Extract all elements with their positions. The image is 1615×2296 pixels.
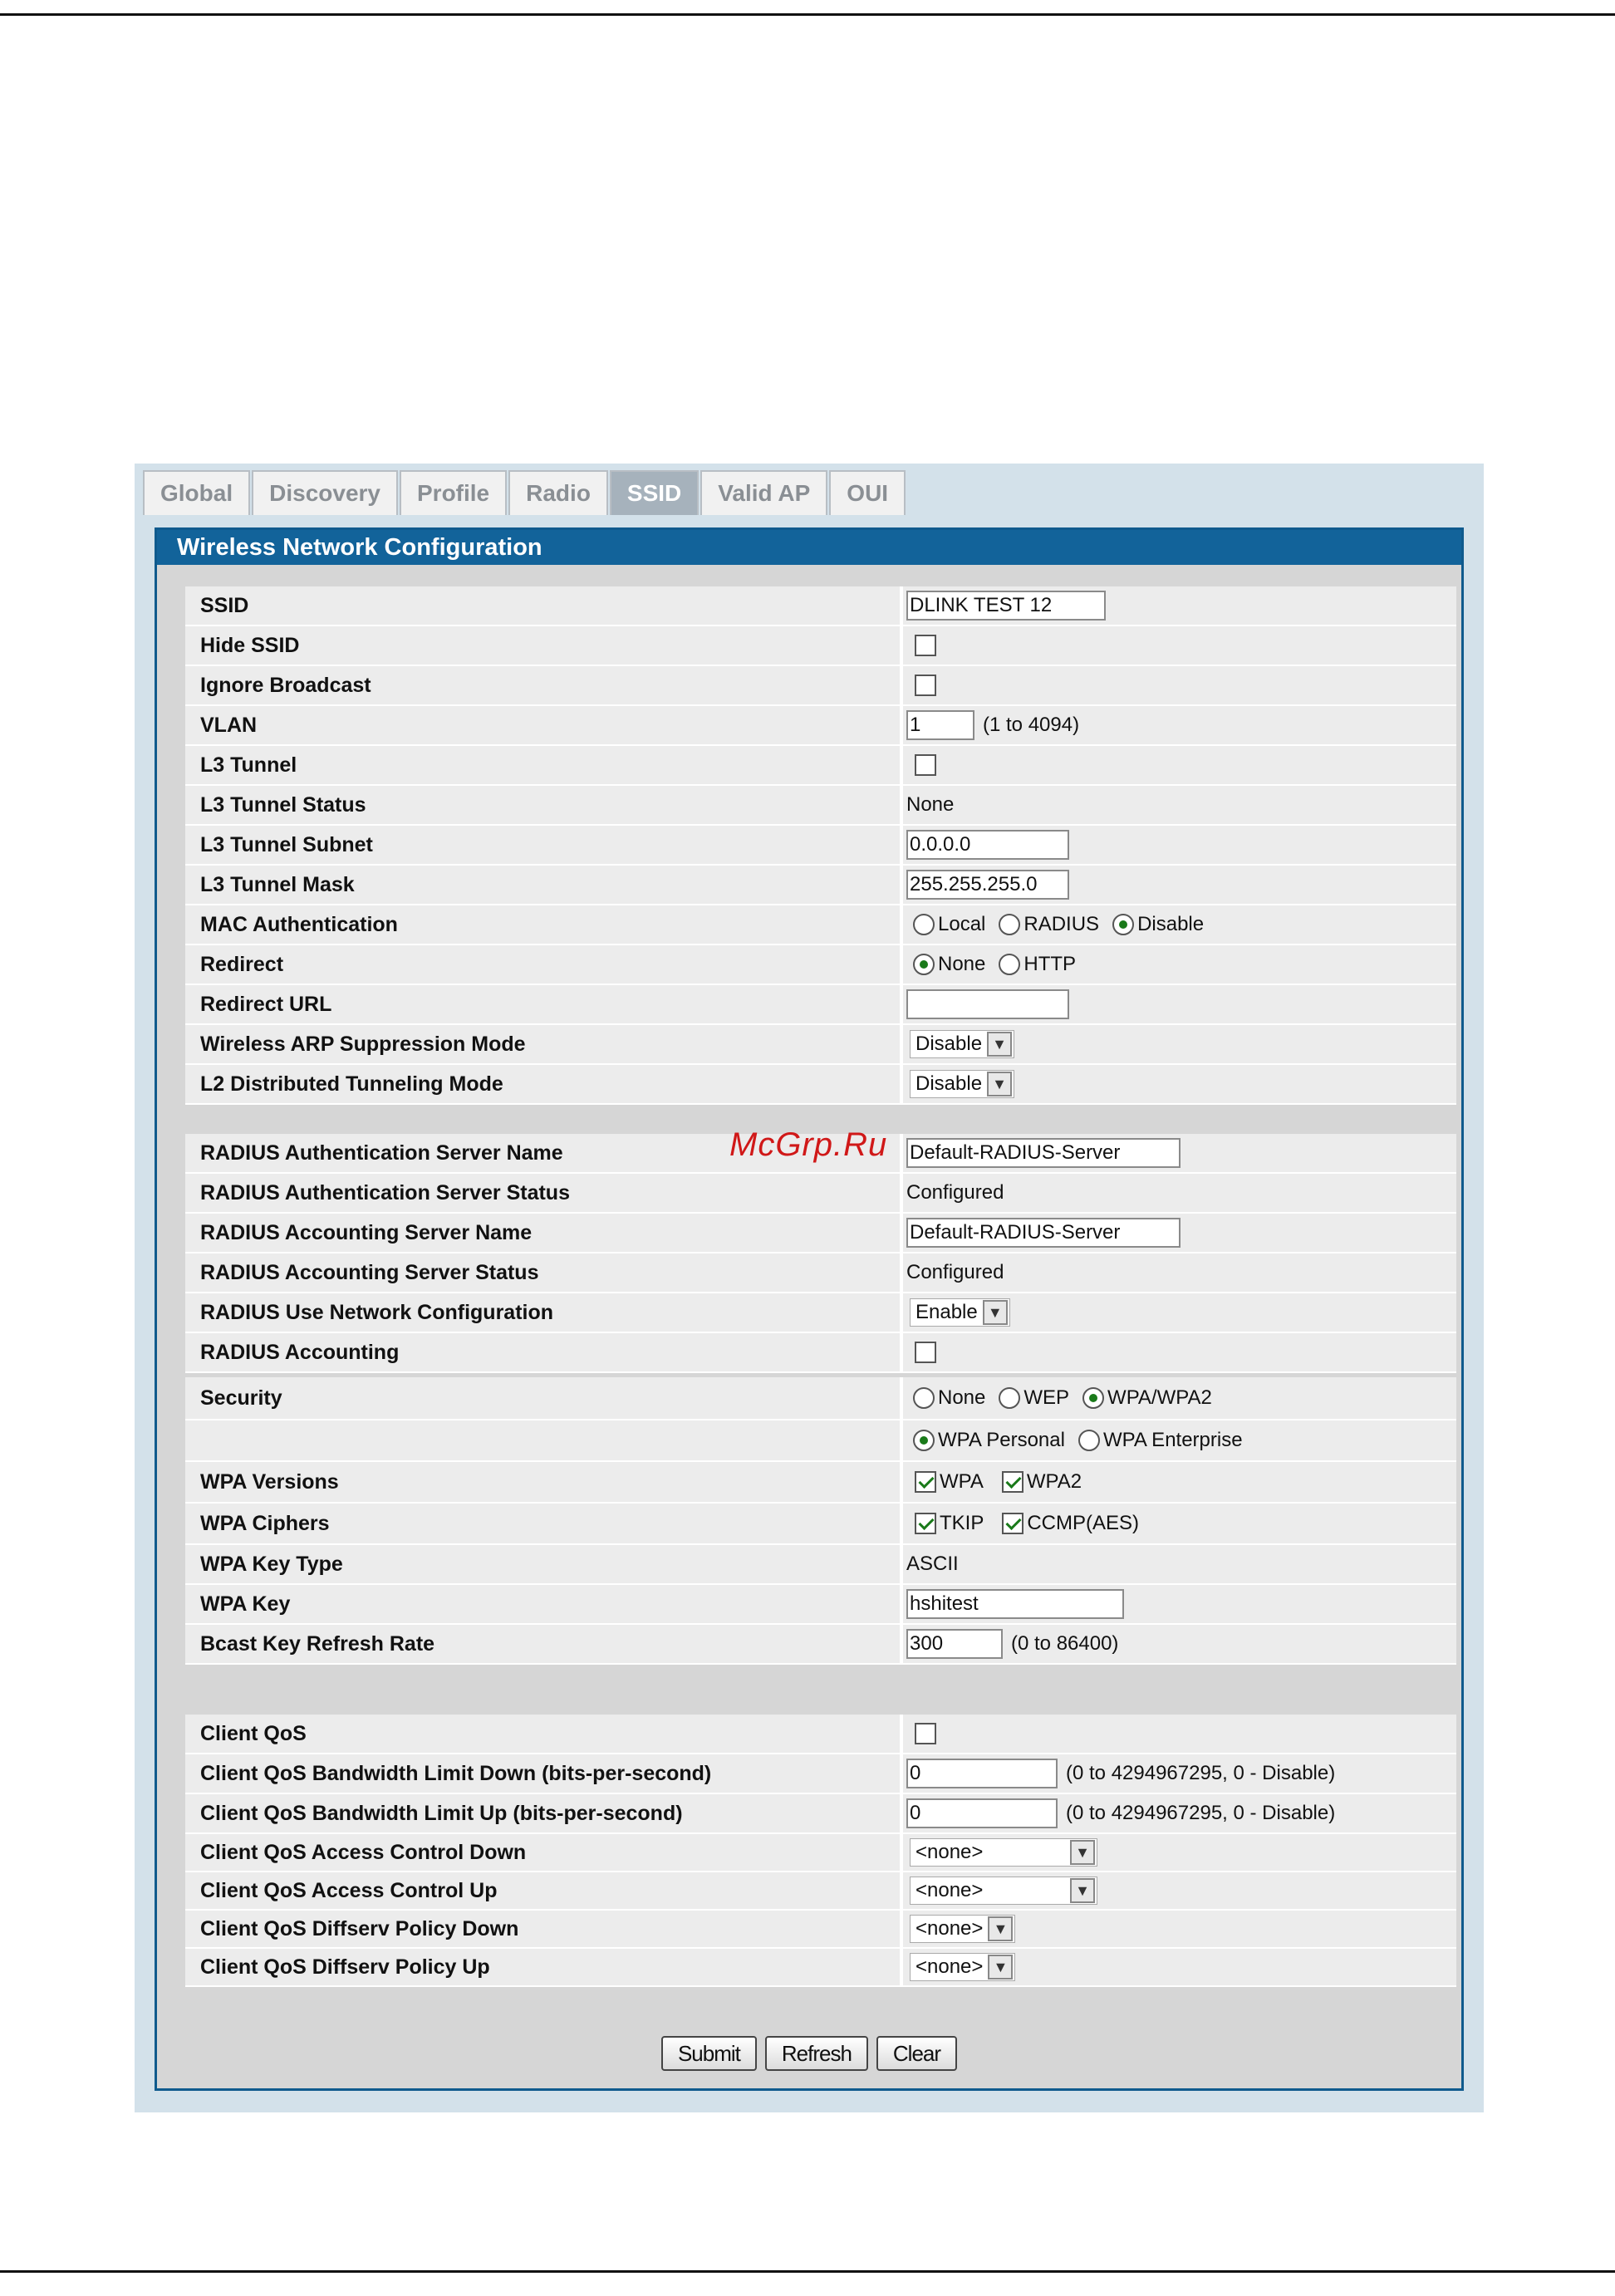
wpa-ciphers-label: WPA Ciphers — [185, 1504, 900, 1543]
bw-up-label: Client QoS Bandwidth Limit Up (bits-per-second) — [185, 1794, 900, 1832]
tab-valid-ap[interactable]: Valid AP — [700, 470, 827, 515]
bw-down-input[interactable] — [906, 1759, 1058, 1788]
mac-auth-disable-radio[interactable] — [1112, 914, 1134, 935]
redirect-http-radio[interactable] — [999, 954, 1020, 975]
diff-up-select[interactable] — [910, 1953, 1015, 1981]
tab-radio[interactable]: Radio — [508, 470, 608, 515]
row-bw-down — [185, 1754, 1456, 1794]
row-radius-auth-status — [185, 1174, 1456, 1214]
row-wpa-key-type — [185, 1545, 1456, 1585]
chevron-down-icon[interactable]: ▼ — [1070, 1840, 1095, 1865]
wpa-version-wpa-checkbox[interactable] — [915, 1471, 936, 1493]
radius-settings-group — [185, 1134, 1456, 1373]
row-client-qos — [185, 1715, 1456, 1754]
l2-mode-label: L2 Distributed Tunneling Mode — [185, 1065, 900, 1103]
security-wpa-radio[interactable] — [1082, 1387, 1104, 1409]
row-l3-tunnel — [185, 746, 1456, 786]
chevron-down-icon[interactable]: ▼ — [988, 1955, 1013, 1980]
watermark-text: McGrp.Ru — [729, 1126, 888, 1163]
wpa-cipher-ccmp-label: CCMP(AES) — [1027, 1512, 1140, 1534]
vlan-label: VLAN — [185, 706, 900, 744]
security-settings-group — [185, 1377, 1456, 1665]
arp-mode-label: Wireless ARP Suppression Mode — [185, 1025, 900, 1063]
vlan-hint: (1 to 4094) — [983, 714, 1080, 736]
row-bcast-rate — [185, 1625, 1456, 1665]
radius-acct-name-input[interactable] — [906, 1218, 1181, 1248]
wpa-version-wpa2-label: WPA2 — [1026, 1470, 1082, 1493]
chevron-down-icon[interactable]: ▼ — [983, 1300, 1008, 1325]
refresh-button[interactable]: Refresh — [765, 2036, 868, 2071]
tab-profile[interactable]: Profile — [400, 470, 507, 515]
top-rule — [0, 13, 1615, 16]
wpa-personal-radio[interactable] — [913, 1430, 935, 1451]
tab-bar — [143, 470, 907, 515]
tab-global[interactable]: Global — [143, 470, 250, 515]
l3-tunnel-label: L3 Tunnel — [185, 746, 900, 784]
client-qos-checkbox[interactable] — [915, 1723, 936, 1744]
chevron-down-icon[interactable]: ▼ — [987, 1072, 1012, 1096]
row-wpa-mode — [185, 1420, 1456, 1462]
chevron-down-icon[interactable]: ▼ — [1070, 1878, 1095, 1903]
tab-oui[interactable]: OUI — [829, 470, 906, 515]
wpa-enterprise-radio[interactable] — [1078, 1430, 1100, 1451]
bw-up-input[interactable] — [906, 1798, 1058, 1828]
l3-tunnel-status-label: L3 Tunnel Status — [185, 786, 900, 824]
radius-accounting-label: RADIUS Accounting — [185, 1333, 900, 1371]
hide-ssid-label: Hide SSID — [185, 626, 900, 665]
row-l3-tunnel-status — [185, 786, 1456, 826]
wpa-enterprise-label: WPA Enterprise — [1102, 1429, 1243, 1451]
redirect-options — [913, 953, 1089, 976]
diff-up-label: Client QoS Diffserv Policy Up — [185, 1949, 900, 1985]
row-radius-acct-name — [185, 1214, 1456, 1253]
chevron-down-icon[interactable]: ▼ — [988, 1916, 1013, 1941]
diff-down-value: <none> — [915, 1917, 984, 1940]
radius-use-net-value: Enable — [915, 1301, 978, 1323]
radius-auth-status-label: RADIUS Authentication Server Status — [185, 1174, 900, 1212]
l3-tunnel-mask-input[interactable] — [906, 870, 1069, 900]
wpa-versions-label: WPA Versions — [185, 1462, 900, 1502]
wpa-cipher-tkip-option — [906, 1512, 984, 1535]
row-diff-down — [185, 1911, 1456, 1949]
row-radius-accounting — [185, 1333, 1456, 1373]
redirect-label: Redirect — [185, 945, 900, 984]
acl-up-label: Client QoS Access Control Up — [185, 1872, 900, 1909]
row-radius-acct-status — [185, 1253, 1456, 1293]
row-acl-down — [185, 1834, 1456, 1872]
bcast-rate-label: Bcast Key Refresh Rate — [185, 1625, 900, 1663]
wpa-version-wpa-option — [906, 1470, 984, 1494]
wpa-version-wpa-label: WPA — [940, 1470, 984, 1493]
redirect-url-label: Redirect URL — [185, 985, 900, 1023]
row-wpa-ciphers — [185, 1504, 1456, 1545]
radius-use-net-label: RADIUS Use Network Configuration — [185, 1293, 900, 1332]
wpa-mode-options — [913, 1429, 1256, 1452]
arp-mode-value: Disable — [915, 1033, 983, 1055]
security-label: Security — [185, 1377, 900, 1419]
ignore-broadcast-checkbox[interactable] — [915, 675, 936, 696]
row-arp-mode — [185, 1025, 1456, 1065]
row-wpa-versions — [185, 1462, 1456, 1504]
redirect-none-label: None — [938, 953, 986, 975]
mac-auth-radius-label: RADIUS — [1023, 913, 1100, 935]
bw-up-hint: (0 to 4294967295, 0 - Disable) — [1066, 1802, 1336, 1824]
row-hide-ssid — [185, 626, 1456, 666]
wpa-key-type-label: WPA Key Type — [185, 1545, 900, 1583]
wpa-version-wpa2-option — [994, 1470, 1082, 1494]
row-ssid — [185, 586, 1456, 626]
row-diff-up — [185, 1949, 1456, 1987]
chevron-down-icon[interactable]: ▼ — [987, 1032, 1012, 1057]
arp-mode-select[interactable] — [910, 1030, 1014, 1058]
bw-down-hint: (0 to 4294967295, 0 - Disable) — [1066, 1762, 1336, 1784]
row-mac-auth — [185, 905, 1456, 945]
wpa-key-type-value: ASCII — [906, 1553, 959, 1575]
row-bw-up — [185, 1794, 1456, 1834]
client-qos-group — [185, 1715, 1456, 1987]
basic-settings-group — [185, 586, 1456, 1105]
radius-acct-status-label: RADIUS Accounting Server Status — [185, 1253, 900, 1292]
row-redirect-url — [185, 985, 1456, 1025]
acl-down-select[interactable] — [910, 1838, 1097, 1867]
bcast-rate-input[interactable] — [906, 1629, 1003, 1659]
redirect-none-radio[interactable] — [913, 954, 935, 975]
row-security — [185, 1377, 1456, 1420]
screenshot-frame — [135, 464, 1484, 2112]
l3-tunnel-mask-label: L3 Tunnel Mask — [185, 866, 900, 904]
hide-ssid-checkbox[interactable] — [915, 635, 936, 656]
wpa-key-label: WPA Key — [185, 1585, 900, 1623]
mac-auth-options — [913, 913, 1217, 936]
ssid-label: SSID — [185, 586, 900, 625]
wpa-mode-label — [185, 1420, 900, 1460]
radius-acct-name-label: RADIUS Accounting Server Name — [185, 1214, 900, 1252]
l3-tunnel-checkbox[interactable] — [915, 754, 936, 776]
row-l3-tunnel-mask — [185, 866, 1456, 905]
row-redirect — [185, 945, 1456, 985]
client-qos-label: Client QoS — [185, 1715, 900, 1753]
diff-down-label: Client QoS Diffserv Policy Down — [185, 1911, 900, 1947]
mac-auth-label: MAC Authentication — [185, 905, 900, 944]
bw-down-label: Client QoS Bandwidth Limit Down (bits-per-second) — [185, 1754, 900, 1793]
wpa-key-input[interactable] — [906, 1589, 1124, 1619]
row-radius-use-net — [185, 1293, 1456, 1333]
panel-title: Wireless Network Configuration — [157, 530, 1461, 565]
l3-tunnel-subnet-label: L3 Tunnel Subnet — [185, 826, 900, 864]
radius-accounting-checkbox[interactable] — [915, 1342, 936, 1363]
l2-mode-value: Disable — [915, 1072, 983, 1095]
wpa-cipher-ccmp-option — [994, 1512, 1139, 1535]
row-vlan — [185, 706, 1456, 746]
form-buttons — [157, 2036, 1461, 2071]
security-none-radio[interactable] — [913, 1387, 935, 1409]
acl-down-label: Client QoS Access Control Down — [185, 1834, 900, 1871]
security-wpa-label: WPA/WPA2 — [1107, 1386, 1212, 1409]
radius-auth-status-value: Configured — [906, 1181, 1004, 1204]
wpa-personal-label: WPA Personal — [938, 1429, 1065, 1451]
submit-button[interactable]: Submit — [661, 2036, 757, 2071]
tab-discovery[interactable]: Discovery — [252, 470, 398, 515]
radius-auth-name-label: RADIUS Authentication Server Name — [185, 1134, 900, 1172]
row-acl-up — [185, 1872, 1456, 1911]
security-wep-label: WEP — [1023, 1386, 1070, 1409]
diff-down-select[interactable] — [910, 1915, 1015, 1943]
mac-auth-radius-radio[interactable] — [999, 914, 1020, 935]
l3-tunnel-subnet-input[interactable] — [906, 830, 1069, 860]
mac-auth-local-radio[interactable] — [913, 914, 935, 935]
mac-auth-disable-label: Disable — [1137, 913, 1205, 935]
ignore-broadcast-label: Ignore Broadcast — [185, 666, 900, 704]
row-ignore-broadcast — [185, 666, 1456, 706]
redirect-url-input[interactable] — [906, 989, 1069, 1019]
acl-down-value: <none> — [915, 1841, 984, 1863]
radius-use-net-select[interactable] — [910, 1298, 1010, 1327]
row-l3-tunnel-subnet — [185, 826, 1456, 866]
security-none-label: None — [938, 1386, 986, 1409]
row-l2-mode — [185, 1065, 1456, 1105]
vlan-input[interactable] — [906, 710, 974, 740]
l3-tunnel-status-value: None — [906, 793, 955, 816]
bcast-rate-hint: (0 to 86400) — [1011, 1632, 1119, 1655]
wpa-version-wpa2-checkbox[interactable] — [1002, 1471, 1023, 1493]
wpa-cipher-tkip-checkbox[interactable] — [915, 1513, 936, 1534]
mac-auth-local-label: Local — [938, 913, 986, 935]
wpa-cipher-tkip-label: TKIP — [940, 1512, 984, 1534]
acl-up-select[interactable] — [910, 1877, 1097, 1905]
diff-up-value: <none> — [915, 1955, 984, 1978]
radius-acct-status-value: Configured — [906, 1261, 1004, 1283]
security-options — [913, 1386, 1225, 1410]
redirect-http-label: HTTP — [1023, 953, 1077, 975]
ssid-input[interactable] — [906, 591, 1106, 621]
row-wpa-key — [185, 1585, 1456, 1625]
clear-button[interactable]: Clear — [876, 2036, 957, 2071]
wpa-cipher-ccmp-checkbox[interactable] — [1002, 1513, 1023, 1534]
radius-auth-name-input[interactable] — [906, 1138, 1181, 1168]
bottom-rule — [0, 2270, 1615, 2273]
config-panel — [155, 527, 1464, 2091]
security-wep-radio[interactable] — [999, 1387, 1020, 1409]
acl-up-value: <none> — [915, 1879, 984, 1901]
l2-mode-select[interactable] — [910, 1070, 1014, 1098]
tab-ssid[interactable]: SSID — [610, 470, 699, 515]
